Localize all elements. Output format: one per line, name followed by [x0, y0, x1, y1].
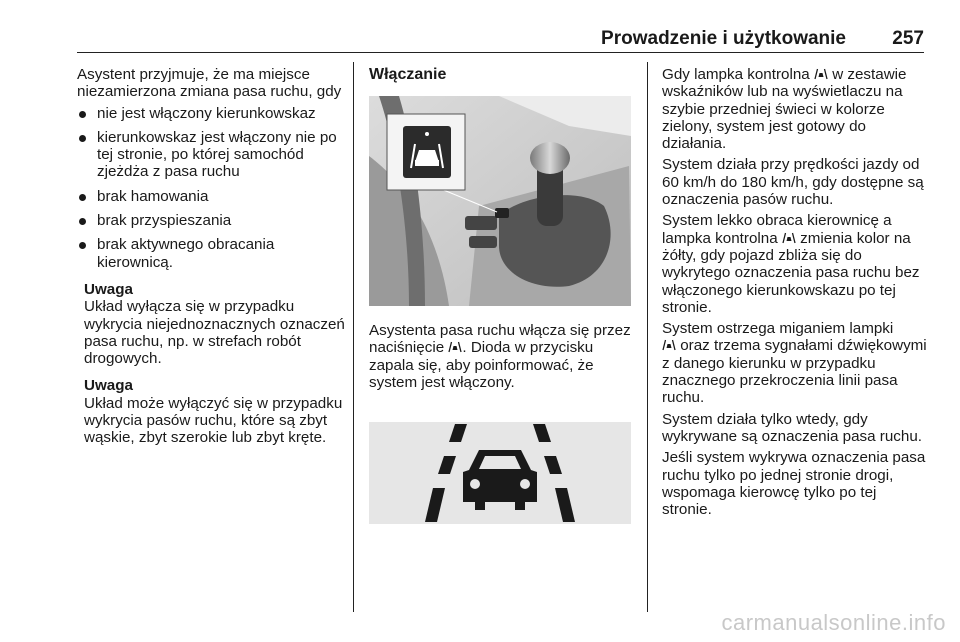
note-1	[84, 281, 345, 367]
lane-keep-assist-icon	[814, 68, 828, 80]
column-middle	[369, 66, 635, 87]
note-heading: Uwaga	[84, 280, 133, 298]
paragraph: System działa tylko wtedy, gdy wykrywane są oznaczenia pasa ruchu.	[662, 410, 923, 445]
conditions-list	[77, 105, 345, 271]
lane-keep-assist-icon	[782, 232, 796, 244]
page-header	[77, 22, 924, 50]
bullet-icon	[79, 218, 86, 225]
center-console-photo	[369, 96, 631, 306]
list-item: brak aktywnego obracania kierownicą.	[77, 236, 345, 271]
column-right: Gdy lampka kontrolna w zestawie wskaźników lub na wyświetlaczu na szybie przedniej świeci w kolorze zielony, system jest gotowy do działania. System działa przy prędkości jazdy od 60 km/h do 180 km/h, gdy dostępne są oznaczenia pasów ruchu. System lekko obraca kierownicę a lampka kontrolna zmienia kolor na żółty, gdy pojazd zbliża się do wykrytego oznaczenia pasa ruchu bez włączonego kierunkowskazu po tej stronie. System ostrzega miganiem lampki oraz trzema sygnałami dźwiękowymi z danego kierunku w przypadku znacznego przekroczenia linii pasa ruchu. System działa tylko wtedy, gdy wykrywane są oznaczenia pasa ruchu. Jeśli system wykrywa oznaczenia pasa ruchu tylko po jednej stronie drogi, wspomaga kierowcę tylko po tej stronie.	[662, 66, 930, 522]
paragraph: System działa przy prędkości jazdy od 60 km/h do 180 km/h, gdy dostępne są oznaczenia pasów ruchu.	[662, 156, 924, 209]
paragraph: Jeśli system wykrywa oznaczenia pasa ruchu tylko po jednej stronie drogi, wspomaga kierowcę tylko po tej stronie.	[662, 449, 926, 519]
section-title: Włączanie	[369, 66, 447, 83]
bullet-icon	[79, 242, 86, 249]
note-text: Układ może wyłączyć się w przypadku wykrycia pasów ruchu, które są zbyt wąskie, zbyt szerokie lub zbyt kręte.	[84, 394, 343, 447]
column-divider-1	[353, 62, 354, 612]
column-divider-2	[647, 62, 648, 612]
page-number: 257	[892, 28, 924, 49]
list-item: brak przyspieszania	[77, 212, 345, 229]
list-item: kierunkowskaz jest włączony nie po tej stronie, po której samochód zjeżdża z pasa ruchu	[77, 129, 345, 181]
header-divider	[77, 52, 924, 53]
note-2	[84, 377, 345, 446]
activation-text: Asystenta pasa ruchu włącza się przez naciśnięcie . Dioda w przycisku zapala się, aby poinformować, że system jest włączony.	[369, 322, 631, 391]
bullet-icon	[79, 111, 86, 118]
lane-keep-assist-icon	[662, 339, 676, 351]
bullet-icon	[79, 135, 86, 142]
column-left	[77, 66, 345, 447]
note-text: Układ wyłącza się w przypadku wykrycia niejednoznacznych oznaczeń pasa ruchu, np. w strefach robót drogowych.	[84, 298, 345, 368]
lane-keep-assist-icon	[448, 341, 462, 353]
watermark: carmanualsonline.info	[721, 610, 946, 635]
list-item: brak hamowania	[77, 188, 345, 205]
list-item: nie jest włączony kierunkowskaz	[77, 105, 345, 122]
lane-keep-assist-large-icon	[369, 422, 631, 524]
intro-text: Asystent przyjmuje, że ma miejsce niezamierzona zmiana pasa ruchu, gdy	[77, 66, 342, 101]
note-heading: Uwaga	[84, 377, 133, 395]
bullet-icon	[79, 194, 86, 201]
header-title: Prowadzenie i użytkowanie	[601, 28, 846, 49]
